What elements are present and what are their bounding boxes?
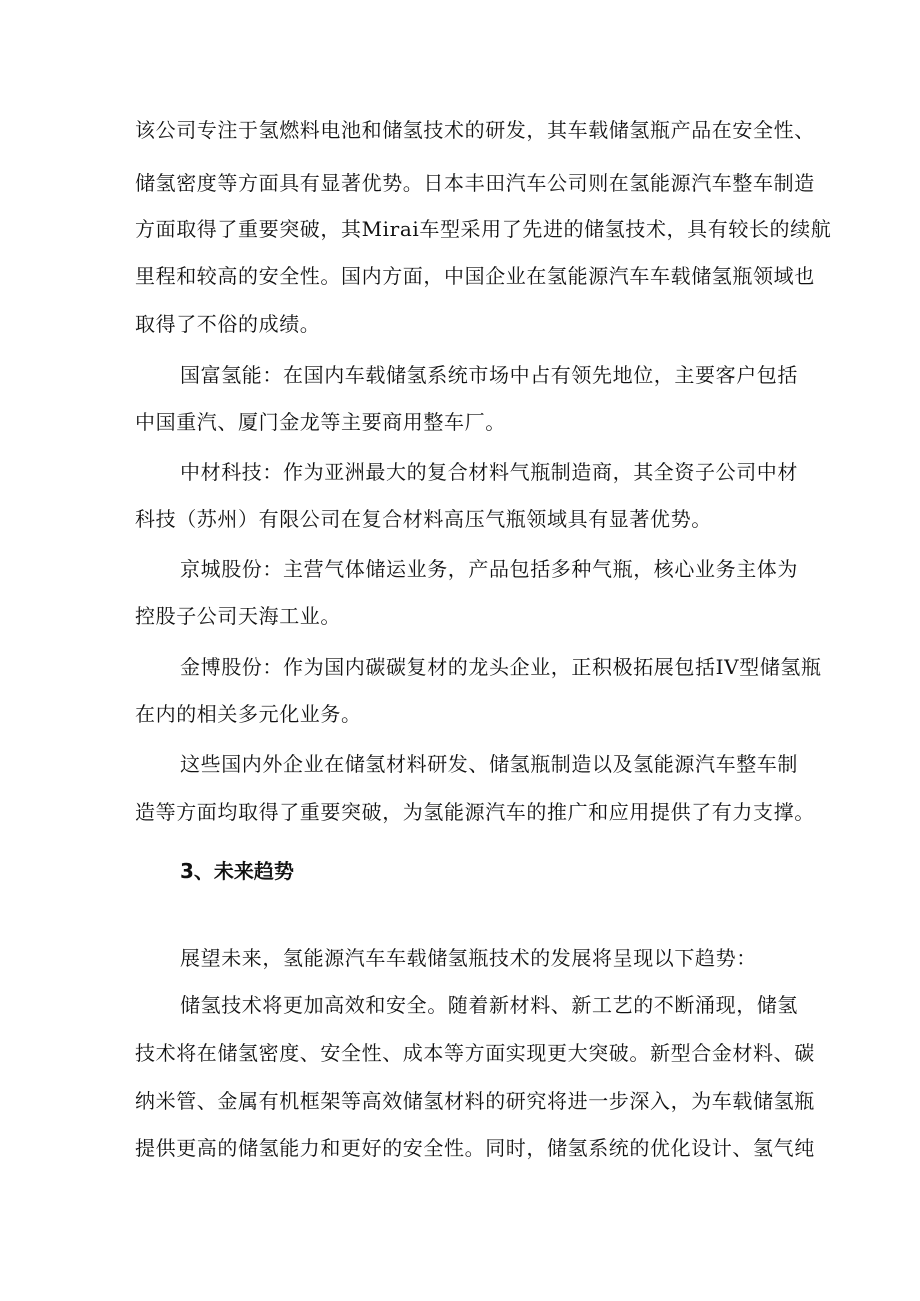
paragraph-line: 控股子公司天海工业。	[135, 604, 341, 628]
paragraph-line: 储氢密度等方面具有显著优势。日本丰田汽车公司则在氢能源汽车整车制造	[135, 171, 815, 195]
paragraph-line: 提供更高的储氢能力和更好的安全性。同时，储氢系统的优化设计、氢气纯	[135, 1136, 815, 1160]
paragraph-line: 这些国内外企业在储氢材料研发、储氢瓶制造以及氢能源汽车整车制	[180, 752, 798, 776]
paragraph-line: 展望未来，氢能源汽车车载储氢瓶技术的发展将呈现以下趋势：	[180, 946, 757, 970]
paragraph-line: 在内的相关多元化业务。	[135, 702, 362, 726]
paragraph-line: 里程和较高的安全性。国内方面，中国企业在氢能源汽车车载储氢瓶领域也	[135, 264, 815, 288]
section-heading: 3、未来趋势	[180, 859, 294, 883]
paragraph-line: 该公司专注于氢燃料电池和储氢技术的研发，其车载储氢瓶产品在安全性、	[135, 118, 815, 142]
paragraph-line: 造等方面均取得了重要突破，为氢能源汽车的推广和应用提供了有力支撑。	[135, 800, 815, 824]
paragraph-line: 储氢技术将更加高效和安全。随着新材料、新工艺的不断涌现，储氢	[180, 993, 798, 1017]
paragraph-line: 京城股份：主营气体储运业务，产品包括多种气瓶，核心业务主体为	[180, 557, 798, 581]
paragraph-line: 方面取得了重要突破，其Mirai车型采用了先进的储氢技术，具有较长的续航	[135, 217, 832, 241]
paragraph-line: 国富氢能：在国内车载储氢系统市场中占有领先地位，主要客户包括	[180, 363, 798, 387]
paragraph-line: 中材科技：作为亚洲最大的复合材料气瓶制造商，其全资子公司中材	[180, 460, 798, 484]
paragraph-line: 纳米管、金属有机框架等高效储氢材料的研究将进一步深入，为车载储氢瓶	[135, 1089, 815, 1113]
paragraph-line: 科技（苏州）有限公司在复合材料高压气瓶领域具有显著优势。	[135, 507, 712, 531]
paragraph-line: 取得了不俗的成绩。	[135, 312, 321, 336]
paragraph-line: 金博股份：作为国内碳碳复材的龙头企业，正积极拓展包括IV型储氢瓶	[180, 655, 822, 679]
paragraph-line: 技术将在储氢密度、安全性、成本等方面实现更大突破。新型合金材料、碳	[135, 1041, 815, 1065]
paragraph-line: 中国重汽、厦门金龙等主要商用整车厂。	[135, 410, 506, 434]
